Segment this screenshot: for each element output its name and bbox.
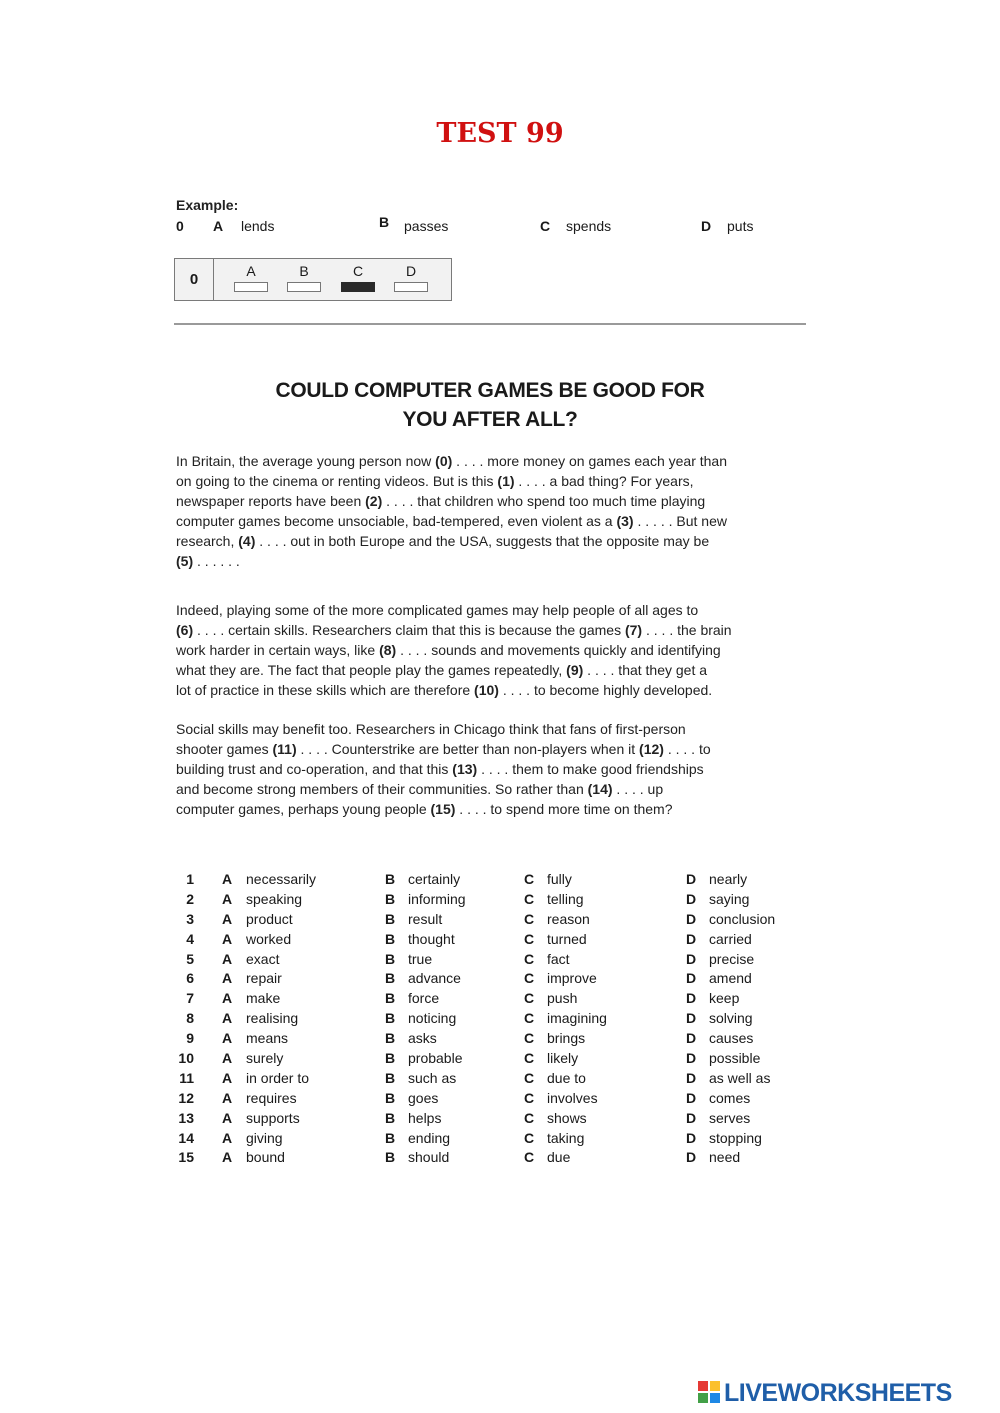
text-run: . . . . to [663, 741, 711, 757]
question-number: 14 [178, 1129, 194, 1146]
example-option-a: lends [241, 218, 275, 234]
option-d[interactable]: need [709, 1149, 741, 1166]
gap-number[interactable]: (5) [176, 553, 194, 569]
example-letter-d: D [701, 218, 712, 234]
option-letter-d: D [686, 950, 697, 967]
liveworksheets-wordmark: LIVEWORKSHEETS [724, 1379, 952, 1407]
text-line [176, 471, 806, 491]
option-d[interactable]: possible [709, 1050, 761, 1067]
option-d[interactable]: solving [709, 1010, 753, 1027]
option-d[interactable]: keep [709, 990, 740, 1007]
option-a[interactable]: bound [246, 1149, 285, 1166]
option-d[interactable]: precise [709, 950, 755, 967]
question-row-3 [172, 911, 812, 931]
option-letter-c: C [524, 1129, 535, 1146]
text-run: shooter games [176, 741, 273, 757]
option-letter-b: B [385, 1129, 396, 1146]
question-row-10 [172, 1050, 812, 1070]
option-letter-d: D [686, 890, 697, 907]
option-c[interactable]: reason [547, 910, 590, 927]
gap-number[interactable]: (9) [566, 662, 584, 678]
text-run: Indeed, playing some of the more complicated games may help people of all ages to [176, 602, 699, 618]
question-number: 7 [186, 990, 194, 1007]
text-line [176, 739, 806, 759]
paragraph-2 [176, 600, 806, 700]
question-number: 2 [186, 890, 194, 907]
text-run: . . . . sounds and movements quickly and identifying [396, 642, 721, 658]
question-row-12 [172, 1090, 812, 1110]
article-title-line-1: COULD COMPUTER GAMES BE GOOD FOR [275, 379, 705, 402]
option-letter-d: D [686, 1129, 697, 1146]
option-c[interactable]: likely [547, 1050, 579, 1067]
question-row-14 [172, 1130, 812, 1150]
option-letter-c: C [524, 1149, 535, 1166]
option-c[interactable]: involves [547, 1089, 598, 1106]
question-number: 6 [186, 970, 194, 987]
option-b[interactable]: advance [408, 970, 461, 987]
option-a[interactable]: exact [246, 950, 280, 967]
question-row-9 [172, 1030, 812, 1050]
paragraph-3 [176, 719, 806, 819]
gap-number[interactable]: (12) [639, 741, 664, 757]
answer-option-label: C [352, 263, 364, 279]
option-letter-c: C [524, 970, 535, 987]
option-letter-c: C [524, 910, 535, 927]
option-c[interactable]: telling [547, 890, 584, 907]
text-run: computer games, perhaps young people [176, 801, 431, 817]
option-a[interactable]: means [246, 1030, 289, 1047]
option-letter-d: D [686, 1050, 697, 1067]
example-letter-c: C [540, 218, 551, 234]
text-line [176, 680, 806, 700]
option-letter-c: C [524, 930, 535, 947]
option-b[interactable]: should [408, 1149, 450, 1166]
gap-number[interactable]: (8) [379, 642, 397, 658]
text-line [176, 620, 806, 640]
gap-number[interactable]: (2) [365, 493, 383, 509]
question-row-1 [172, 871, 812, 891]
answer-option-c[interactable] [340, 263, 376, 292]
text-line [176, 511, 806, 531]
text-run: . . . . a bad thing? For years, [514, 473, 694, 489]
example-option-b: passes [404, 218, 449, 234]
option-a[interactable]: worked [246, 930, 292, 947]
option-letter-a: A [222, 1089, 233, 1106]
gap-number[interactable]: (11) [272, 741, 297, 757]
gap-number[interactable]: (4) [238, 533, 256, 549]
text-run: work harder in certain ways, like [176, 642, 380, 658]
question-number: 3 [186, 910, 194, 927]
option-a[interactable]: giving [246, 1129, 283, 1146]
text-line [176, 600, 806, 620]
option-b[interactable]: result [408, 910, 443, 927]
option-c[interactable]: improve [547, 970, 597, 987]
option-letter-b: B [385, 930, 396, 947]
option-b[interactable]: true [408, 950, 433, 967]
option-letter-d: D [686, 990, 697, 1007]
example-label: Example: [176, 197, 239, 213]
text-line [176, 551, 806, 571]
gap-number[interactable]: (7) [624, 622, 643, 638]
option-d[interactable]: comes [709, 1089, 751, 1106]
option-a[interactable]: surely [246, 1050, 284, 1067]
option-letter-d: D [686, 1149, 697, 1166]
option-letter-d: D [686, 1109, 697, 1126]
text-run: building trust and co-operation, and that this [176, 761, 453, 777]
answer-option-label: A [246, 263, 256, 279]
option-b[interactable]: goes [408, 1089, 439, 1106]
question-number: 8 [186, 1010, 194, 1027]
option-d[interactable]: serves [709, 1109, 751, 1126]
option-a[interactable]: supports [246, 1109, 300, 1126]
option-letter-b: B [385, 890, 396, 907]
option-letter-c: C [524, 871, 535, 887]
option-letter-a: A [222, 1069, 233, 1086]
option-a[interactable]: speaking [246, 890, 303, 907]
option-letter-b: B [385, 990, 396, 1007]
gap-number[interactable]: (13) [452, 761, 478, 777]
option-letter-a: A [222, 910, 233, 927]
answer-bubble[interactable] [287, 282, 321, 292]
question-number: 1 [186, 871, 194, 887]
question-number: 10 [178, 1050, 194, 1067]
option-letter-a: A [222, 970, 233, 987]
text-line [176, 491, 806, 511]
text-run: . . . . the brain [642, 622, 732, 638]
option-c[interactable]: due to [547, 1069, 586, 1086]
text-line [176, 719, 806, 739]
gap-number[interactable]: (1) [497, 473, 515, 489]
option-a[interactable]: in order to [246, 1069, 310, 1086]
option-letter-b: B [385, 950, 396, 967]
option-d[interactable]: as well as [709, 1069, 771, 1086]
option-letter-d: D [686, 930, 697, 947]
option-b[interactable]: probable [408, 1050, 463, 1067]
option-letter-c: C [524, 1069, 535, 1086]
option-letter-c: C [524, 1010, 535, 1027]
option-letter-a: A [222, 1129, 233, 1146]
option-letter-a: A [222, 1010, 233, 1027]
option-letter-b: B [385, 1089, 396, 1106]
gap-number[interactable]: (3) [616, 513, 634, 529]
option-letter-c: C [524, 1089, 535, 1106]
option-d[interactable]: causes [709, 1030, 754, 1047]
question-number: 15 [178, 1149, 194, 1166]
text-run: lot of practice in these skills which are therefore [176, 682, 475, 698]
option-letter-a: A [222, 890, 233, 907]
text-line [176, 451, 806, 471]
option-c[interactable]: fully [547, 871, 572, 887]
option-letter-b: B [385, 1149, 396, 1166]
option-b[interactable]: force [408, 990, 440, 1007]
option-b[interactable]: certainly [408, 871, 461, 887]
question-row-4 [172, 931, 812, 951]
example-option-d: puts [727, 218, 754, 234]
answer-option-a[interactable] [233, 263, 269, 292]
answer-sheet-number: 0 [175, 259, 214, 300]
text-run: . . . . to spend more time on them? [455, 801, 673, 817]
option-c[interactable]: fact [547, 950, 570, 967]
text-run: research, [176, 533, 239, 549]
option-letter-a: A [222, 1030, 233, 1047]
option-a[interactable]: product [246, 910, 293, 927]
option-b[interactable]: ending [408, 1129, 451, 1146]
option-d[interactable]: stopping [709, 1129, 762, 1146]
option-letter-b: B [385, 1109, 396, 1126]
option-b[interactable]: thought [408, 930, 455, 947]
gap-number[interactable]: (15) [430, 801, 456, 817]
question-row-6 [172, 970, 812, 990]
text-run: . . . . . But new [633, 513, 727, 529]
answer-bubble[interactable] [394, 282, 428, 292]
option-letter-b: B [385, 1069, 396, 1086]
option-a[interactable]: necessarily [246, 871, 317, 887]
logo-square [698, 1393, 708, 1403]
option-letter-d: D [686, 1069, 697, 1086]
text-run: newspaper reports have been [176, 493, 366, 509]
option-a[interactable]: requires [246, 1089, 297, 1106]
option-letter-b: B [385, 1050, 396, 1067]
option-b[interactable]: informing [408, 890, 466, 907]
text-line [176, 531, 806, 551]
option-a[interactable]: make [246, 990, 281, 1007]
option-letter-a: A [222, 1149, 233, 1166]
option-letter-c: C [524, 950, 535, 967]
logo-square [710, 1393, 720, 1403]
text-run: . . . . certain skills. Researchers claim that this is because the games [193, 622, 625, 638]
option-c[interactable]: brings [547, 1030, 586, 1047]
text-line [176, 779, 806, 799]
question-number: 11 [179, 1069, 194, 1086]
option-c[interactable]: taking [547, 1129, 585, 1146]
option-letter-a: A [222, 1109, 233, 1126]
section-divider [174, 323, 806, 325]
text-run: and become strong members of their communities. So rather than [176, 781, 588, 797]
option-letter-b: B [385, 1010, 396, 1027]
question-number: 9 [186, 1030, 194, 1047]
question-row-8 [172, 1010, 812, 1030]
option-d[interactable]: saying [709, 890, 750, 907]
option-letter-d: D [686, 970, 697, 987]
option-letter-b: B [385, 871, 396, 887]
option-d[interactable]: carried [709, 930, 752, 947]
option-a[interactable]: repair [246, 970, 282, 987]
option-letter-c: C [524, 1050, 535, 1067]
answer-option-label: D [405, 263, 417, 279]
text-run: . . . . up [612, 781, 664, 797]
option-c[interactable]: turned [547, 930, 587, 947]
option-letter-c: C [524, 1030, 535, 1047]
question-number: 4 [186, 930, 194, 947]
text-line [176, 660, 806, 680]
gap-number[interactable]: (6) [176, 622, 194, 638]
option-letter-a: A [222, 1050, 233, 1067]
option-c[interactable]: push [547, 990, 578, 1007]
option-b[interactable]: such as [408, 1069, 457, 1086]
option-letter-c: C [524, 990, 535, 1007]
option-letter-d: D [686, 1030, 697, 1047]
text-line [176, 799, 806, 819]
option-letter-b: B [385, 1030, 396, 1047]
option-c[interactable]: imagining [547, 1010, 607, 1027]
option-letter-a: A [222, 871, 233, 887]
question-row-11 [172, 1070, 812, 1090]
option-letter-a: A [222, 930, 233, 947]
answer-option-label: B [299, 263, 309, 279]
example-options [176, 214, 776, 236]
option-letter-c: C [524, 890, 535, 907]
option-c[interactable]: due [547, 1149, 571, 1166]
answer-option-b[interactable] [286, 263, 322, 292]
text-run: what they are. The fact that people play the games repeatedly, [176, 662, 567, 678]
text-run: . . . . to become highly developed. [498, 682, 713, 698]
example-option-c: spends [566, 218, 612, 234]
option-letter-d: D [686, 910, 697, 927]
article-title [174, 376, 806, 434]
option-letter-b: B [385, 910, 396, 927]
option-b[interactable]: noticing [408, 1010, 457, 1027]
answer-option-d[interactable] [393, 263, 429, 292]
question-number: 5 [186, 950, 194, 967]
text-run: . . . . out in both Europe and the USA, suggests that the opposite may be [255, 533, 710, 549]
text-run: . . . . that children who spend too much time playing [382, 493, 706, 509]
option-letter-d: D [686, 871, 697, 887]
text-line [176, 640, 806, 660]
text-run: on going to the cinema or renting videos. But is this [176, 473, 498, 489]
text-run: computer games become unsociable, bad-tempered, even violent as a [176, 513, 617, 529]
answer-bubble[interactable] [341, 282, 375, 292]
text-run: In Britain, the average young person now [176, 453, 436, 469]
text-run: . . . . more money on games each year than [452, 453, 727, 469]
example-letter-a: A [213, 218, 224, 234]
option-c[interactable]: shows [547, 1109, 587, 1126]
text-line [176, 759, 806, 779]
options-table [172, 871, 812, 1169]
option-letter-d: D [686, 1089, 697, 1106]
logo-square [710, 1381, 720, 1391]
option-letter-d: D [686, 1010, 697, 1027]
option-letter-c: C [524, 1109, 535, 1126]
paragraph-1 [176, 451, 806, 571]
example-letter-b: B [379, 214, 390, 230]
question-number: 13 [178, 1109, 194, 1126]
question-number: 12 [178, 1089, 194, 1106]
example-number: 0 [176, 218, 184, 234]
question-row-13 [172, 1110, 812, 1130]
text-run: . . . . them to make good friendships [477, 761, 704, 777]
example-answer-sheet [174, 258, 452, 301]
option-b[interactable]: helps [408, 1109, 442, 1126]
question-row-5 [172, 951, 812, 971]
article-title-line-2: YOU AFTER ALL? [402, 408, 578, 431]
text-run: Social skills may benefit too. Researchers in Chicago think that fans of first-person [176, 721, 686, 737]
gap-number[interactable]: (10) [474, 682, 499, 698]
gap-number[interactable]: (0) [435, 453, 453, 469]
question-row-7 [172, 990, 812, 1010]
option-letter-a: A [222, 990, 233, 1007]
logo-square [698, 1381, 708, 1391]
option-d[interactable]: conclusion [709, 910, 776, 927]
option-d[interactable]: amend [709, 970, 752, 987]
test-title: TEST 99 [436, 118, 564, 149]
option-letter-a: A [222, 950, 233, 967]
gap-number[interactable]: (14) [587, 781, 613, 797]
option-b[interactable]: asks [408, 1030, 437, 1047]
question-row-15 [172, 1149, 812, 1169]
question-row-2 [172, 891, 812, 911]
option-d[interactable]: nearly [709, 871, 748, 887]
liveworksheets-logo-icon [698, 1381, 722, 1405]
option-letter-b: B [385, 970, 396, 987]
text-run: . . . . . . [193, 553, 240, 569]
text-run: . . . . Counterstrike are better than non-players when it [296, 741, 640, 757]
text-run: . . . . that they get a [583, 662, 708, 678]
option-a[interactable]: realising [246, 1010, 299, 1027]
answer-bubble[interactable] [234, 282, 268, 292]
